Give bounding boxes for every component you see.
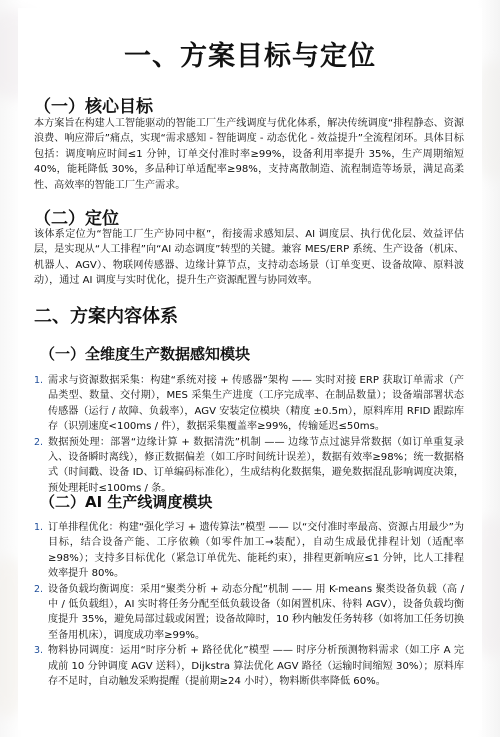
list-item <box>34 435 464 497</box>
list-item-number: 2. <box>34 583 44 595</box>
list-item <box>34 643 464 689</box>
list-item-number: 3. <box>34 645 44 657</box>
module2-heading: （二）AI 生产线调度模块 <box>40 493 213 511</box>
list-item <box>34 582 464 644</box>
list-item-number: 1. <box>34 522 44 533</box>
list-item <box>34 373 464 435</box>
system-heading: 二、方案内容体系 <box>34 306 178 327</box>
list-item-number: 2. <box>34 436 44 448</box>
core-goal-heading: （一）核心目标 <box>34 97 153 117</box>
positioning-heading: （二）定位 <box>34 209 119 229</box>
list-item-text: 物料协同调度：运用“时序分析 + 路径优化”模型 —— 时序分析预测物料需求（如工序 A 完成前 10 分钟调度 AGV 送料），Dijkstra 算法优化 AGV 路径（运输时间缩短 30%）；原料库存不足时，自动触发采购提醒（提前期≥24 小时），物料断供率降低 60%。 <box>48 645 464 688</box>
page-title: 一、方案目标与定位 <box>124 41 376 72</box>
core-goal-text: 本方案旨在构建人工智能驱动的智能工厂生产线调度与优化体系，解决传统调度“排程静态、资源浪费、响应滞后”痛点，实现“需求感知 - 智能调度 - 动态优化 - 效益提升”全流程闭环。具体目标包括：调度响应时间≤1 分钟，订单交付准时率≥99%，设备利用率提升 35%，生产周期缩短 40%，能耗降低 30%，多品种订单适配率≥98%，支持离散制造、流程制造等场景，满足高柔性、高效率的智能工厂生产需求。 <box>34 118 464 191</box>
list-item-number: 1. <box>34 375 44 386</box>
module1-list <box>34 373 464 496</box>
list-item-text: 数据预处理：部署“边缘计算 + 数据清洗”机制 —— 边缘节点过滤异常数据（如订单重复录入、设备瞬时离线），修正数据偏差（如工序时间统计误差），数据有效率≥98%；统一数据格式（时间戳、设备 ID、订单编码标准化），生成结构化数据集，避免数据混乱影响调度决策，预处理耗时≤100ms / 条。 <box>48 436 464 494</box>
list-item-text: 设备负载均衡调度：采用“聚类分析 + 动态分配”机制 —— 用 K-means 聚类设备负载（高 / 中 / 低负载组），AI 实时将任务分配至低负载设备（如闲置机床、待料 AGV），设备负载均衡度提升 35%，避免局部过载或闲置；设备故障时，10 秒内触发任务转移（如将加工任务切换至备用机床），调度成功率≥99%。 <box>48 583 464 641</box>
list-item-text: 需求与资源数据采集：构建“系统对接 + 传感器”架构 —— 实时对接 ERP 获取订单需求（产品类型、数量、交付期），MES 采集生产进度（工序完成率、在制品数量）；设备端部署状态传感器（运行 / 故障、负载率），AGV 安装定位模块（精度 ±0.5m），原料库用 RFID 跟踪库存（识别速度<100ms / 件），数据采集覆盖率≥99%，传输延迟≤50ms。 <box>48 375 464 433</box>
positioning-text: 该体系定位为“智能工厂生产协同中枢”，衔接需求感知层、AI 调度层、执行优化层、效益评估层，是实现从“人工排程”向“AI 动态调度”转型的关键。兼容 MES/ERP 系统、生产设备（机床、机器人、AGV）、物联网传感器、边缘计算节点，支持动态场景（订单变更、设备故障、原料波动），通过 AI 调度与实时优化，提升生产资源配置与协同效率。 <box>34 229 464 287</box>
module1-heading: （一）全维度生产数据感知模块 <box>40 345 251 363</box>
list-item-text: 订单排程优化：构建“强化学习 + 遗传算法”模型 —— 以“交付准时率最高、资源占用最少”为目标，结合设备产能、工序依赖（如零件加工→装配），自动生成最优排程计划（适配率≥98%）；支持多目标优化（紧急订单优先、能耗约束），排程更新响应≤1 分钟，比人工排程效率提升 80%。 <box>48 522 464 580</box>
list-item <box>34 520 464 582</box>
module2-list <box>34 520 464 689</box>
